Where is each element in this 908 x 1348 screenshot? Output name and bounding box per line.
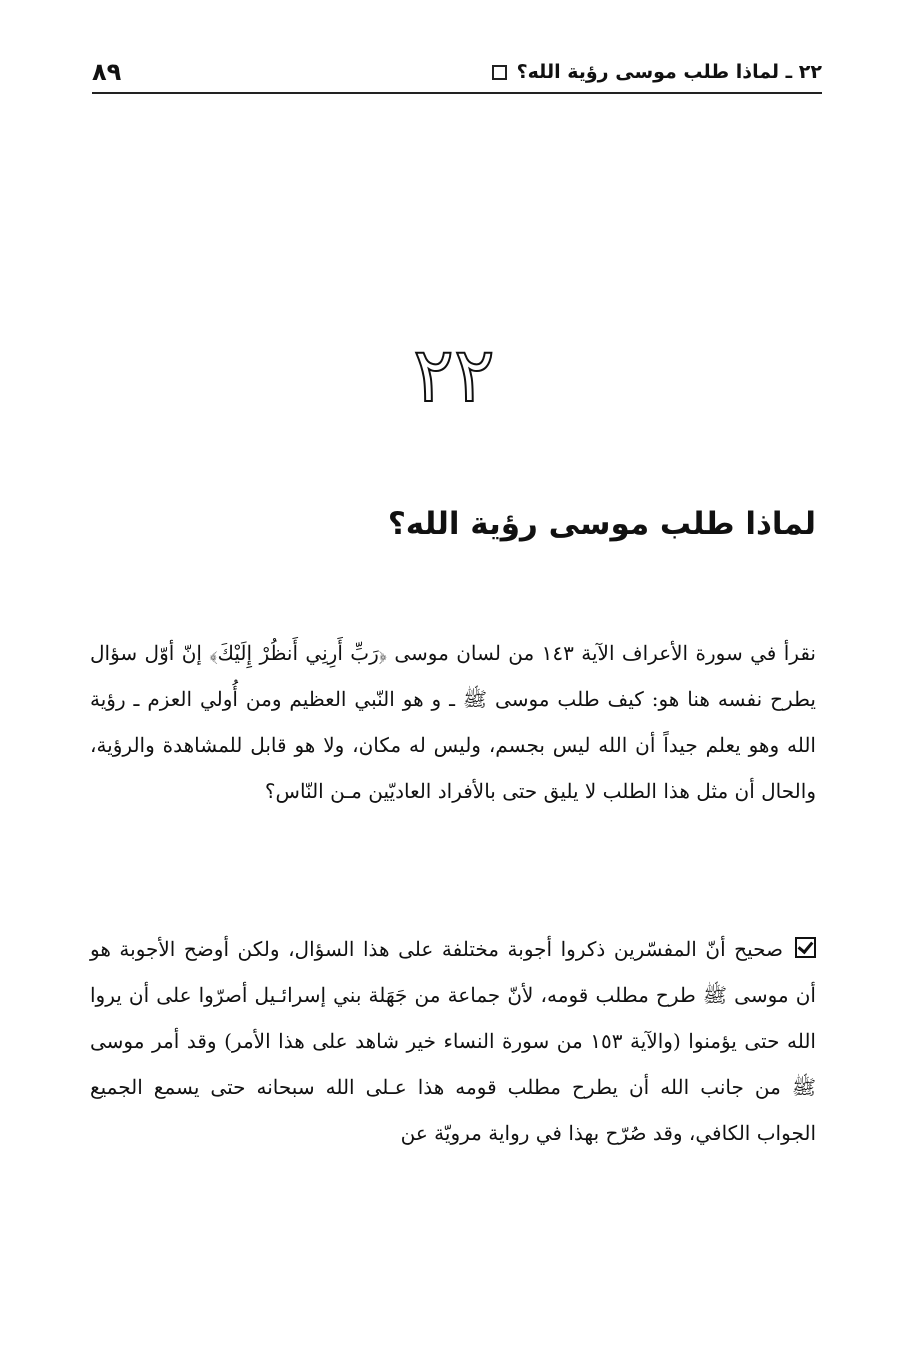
page-number: ٨٩ <box>92 58 122 86</box>
body-paragraph-2 <box>90 926 816 1156</box>
chapter-title: لماذا طلب موسى رؤية الله؟ <box>387 506 816 542</box>
running-header <box>92 52 822 94</box>
header-title-group <box>488 61 822 83</box>
body-paragraph-2-text: صحيح أنّ المفسّرين ذكروا أجوبة مختلفة على هذا السؤال، ولكن أوضح الأجوبة هو أن موسى ﷺ طرح مطلب قومه، لأنّ جماعة من جَهَلة بني إسرائـيل أصرّوا على أن يروا الله حتى يؤمنوا (والآية ١٥٣ من سورة النساء خير شاهد على هذا الأمر) وقد أمر موسى ﷺ من جانب الله أن يطرح مطلب قومه هذا عـلى الله سبحانه حتى يسمع الجميع الجواب الكافي، وقد صُرّح بهذا في رواية مرويّة عن <box>90 937 816 1145</box>
chapter-number-text: ٢٢ <box>413 330 495 419</box>
checkbox-icon <box>795 937 816 958</box>
body-paragraph-1: نقرأ في سورة الأعراف الآية ١٤٣ من لسان موسى ﴿رَبِّ أَرِنِي أَنظُرْ إِلَيْكَ﴾ إنّ أوّل سؤال يطرح نفسه هنا هو: كيف طلب موسى ﷺ ـ و هو النّبي العظيم ومن أُولي العزم ـ رؤية الله وهو يعلم جيداً أن الله ليس بجسم، وليس له مكان، ولا هو قابل للمشاهدة والرؤية، والحال أن مثل هذا الطلب لا يليق حتى بالأفراد العاديّين مـن النّاس؟ <box>90 641 817 803</box>
chapter-number <box>0 330 908 419</box>
header-title: ٢٢ ـ لماذا طلب موسى رؤية الله؟ <box>516 61 822 83</box>
square-icon <box>492 65 507 80</box>
